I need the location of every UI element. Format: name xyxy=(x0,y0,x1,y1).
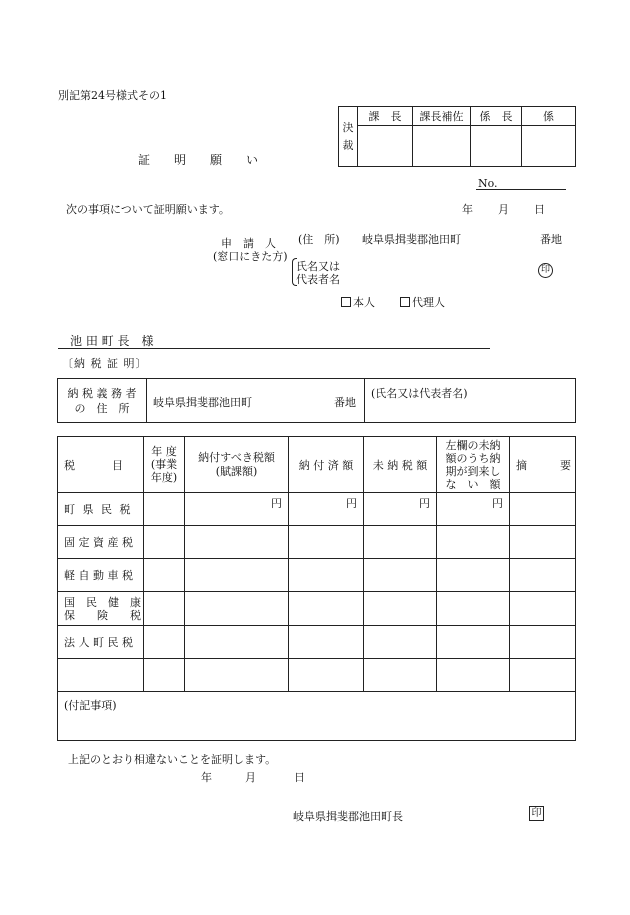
approval-col-subsection-chief: 係 長 xyxy=(471,107,522,126)
approval-col-staff: 係 xyxy=(522,107,576,126)
table-row xyxy=(58,626,576,659)
approval-stamp-cell[interactable] xyxy=(358,126,413,167)
row-tax-name: 法 人 町 民 税 xyxy=(64,636,133,649)
taxpayer-label-2: の 住 所 xyxy=(74,401,130,415)
taxpayer-label-1: 納 税 義 務 者 xyxy=(67,386,137,400)
addressee-underline xyxy=(58,348,490,349)
applicant-banchi: 番地 xyxy=(540,233,562,246)
issuer-name: 岐阜県揖斐郡池田町長 xyxy=(293,810,403,823)
col-header-amount-due-2: (賦課額) xyxy=(215,464,258,478)
col-header-not-due-3: 期が到来し xyxy=(445,464,501,478)
issuer-seal-icon: 印 xyxy=(529,806,544,821)
form-number: 別記第24号様式その1 xyxy=(58,89,167,102)
no-underline xyxy=(476,189,566,190)
approval-col-section-chief: 課 長 xyxy=(358,107,413,126)
applicant-label: 申 請 人 xyxy=(221,237,276,250)
cell-fiscal-year[interactable] xyxy=(144,493,185,526)
agent-option[interactable] xyxy=(400,294,445,310)
date-day: 日 xyxy=(534,203,545,216)
table-row xyxy=(58,559,576,592)
yen-unit: 円 xyxy=(419,497,430,510)
applicant-address-label: (住 所) xyxy=(298,233,340,246)
table-row xyxy=(58,493,576,526)
row-tax-name: 固 定 資 産 税 xyxy=(64,536,133,549)
date-month: 月 xyxy=(498,203,509,216)
col-header-not-due-4: な い 額 xyxy=(445,477,501,491)
col-header-amount-due-1: 納付すべき税額 xyxy=(198,450,275,464)
applicant-note: (窓口にきた方) xyxy=(213,250,288,263)
checkbox-icon[interactable] xyxy=(341,297,351,307)
self-option[interactable] xyxy=(341,294,375,310)
row-tax-name: 国 民 健 康 xyxy=(64,595,141,609)
request-text: 次の事項について証明願います。 xyxy=(66,203,230,216)
notes-label: (付記事項) xyxy=(64,699,117,712)
taxpayer-name-label: (氏名又は代表者名) xyxy=(371,387,468,400)
approval-label: 決裁 xyxy=(342,120,354,152)
no-label: No. xyxy=(478,177,498,190)
checkbox-icon[interactable] xyxy=(400,297,410,307)
certification-text: 上記のとおり相違ないことを証明します。 xyxy=(68,753,277,766)
cert-date-year: 年 xyxy=(201,771,212,784)
approval-stamp-cell[interactable] xyxy=(471,126,522,167)
cell-remarks[interactable] xyxy=(510,493,576,526)
col-header-paid: 納 付 済 額 xyxy=(289,437,364,493)
row-tax-name-blank[interactable] xyxy=(58,659,144,692)
applicant-seal-icon: 印 xyxy=(538,263,553,278)
col-header-fiscal-year-2: (事業 xyxy=(150,458,178,471)
table-row xyxy=(58,659,576,692)
approval-col-deputy-chief: 課長補佐 xyxy=(413,107,471,126)
approval-stamp-cell[interactable] xyxy=(413,126,471,167)
approval-stamp-cell[interactable] xyxy=(522,126,576,167)
table-row xyxy=(58,526,576,559)
date-year: 年 xyxy=(462,203,473,216)
taxpayer-table xyxy=(57,378,576,423)
self-option-label: 本人 xyxy=(353,296,375,309)
col-header-tax-item: 税 目 xyxy=(58,437,144,493)
col-header-not-due-1: 左欄の未納 xyxy=(445,438,501,452)
cert-date-month: 月 xyxy=(245,771,256,784)
applicant-name-label-1: 氏名又は xyxy=(296,260,340,273)
addressee: 池 田 町 長 様 xyxy=(70,334,154,348)
agent-option-label: 代理人 xyxy=(412,296,445,309)
yen-unit: 円 xyxy=(492,497,503,510)
taxpayer-banchi: 番地 xyxy=(334,396,356,409)
document-title: 証 明 願 い xyxy=(138,153,265,167)
applicant-name-label-2: 代表者名 xyxy=(296,273,340,286)
col-header-not-due-2: 額のうち納 xyxy=(445,451,501,465)
yen-unit: 円 xyxy=(346,497,357,510)
applicant-address[interactable]: 岐阜県揖斐郡池田町 xyxy=(362,233,461,246)
section-label: 〔納 税 証 明〕 xyxy=(62,357,148,370)
col-header-unpaid: 未 納 税 額 xyxy=(364,437,437,493)
col-header-remarks: 摘 要 xyxy=(510,437,576,493)
col-header-fiscal-year-1: 年 度 xyxy=(151,445,177,458)
row-tax-name-2: 保 険 税 xyxy=(64,608,141,622)
row-tax-name: 軽 自 動 車 税 xyxy=(64,569,133,582)
col-header-fiscal-year-3: 年度) xyxy=(150,471,178,484)
taxpayer-address[interactable]: 岐阜県揖斐郡池田町 xyxy=(153,396,252,409)
tax-table xyxy=(57,436,576,741)
table-row xyxy=(58,592,576,626)
row-tax-name: 町 県 民 税 xyxy=(64,503,133,516)
yen-unit: 円 xyxy=(271,497,282,510)
approval-table xyxy=(338,106,576,167)
cert-date-day: 日 xyxy=(294,771,305,784)
notes-cell[interactable] xyxy=(58,692,576,741)
